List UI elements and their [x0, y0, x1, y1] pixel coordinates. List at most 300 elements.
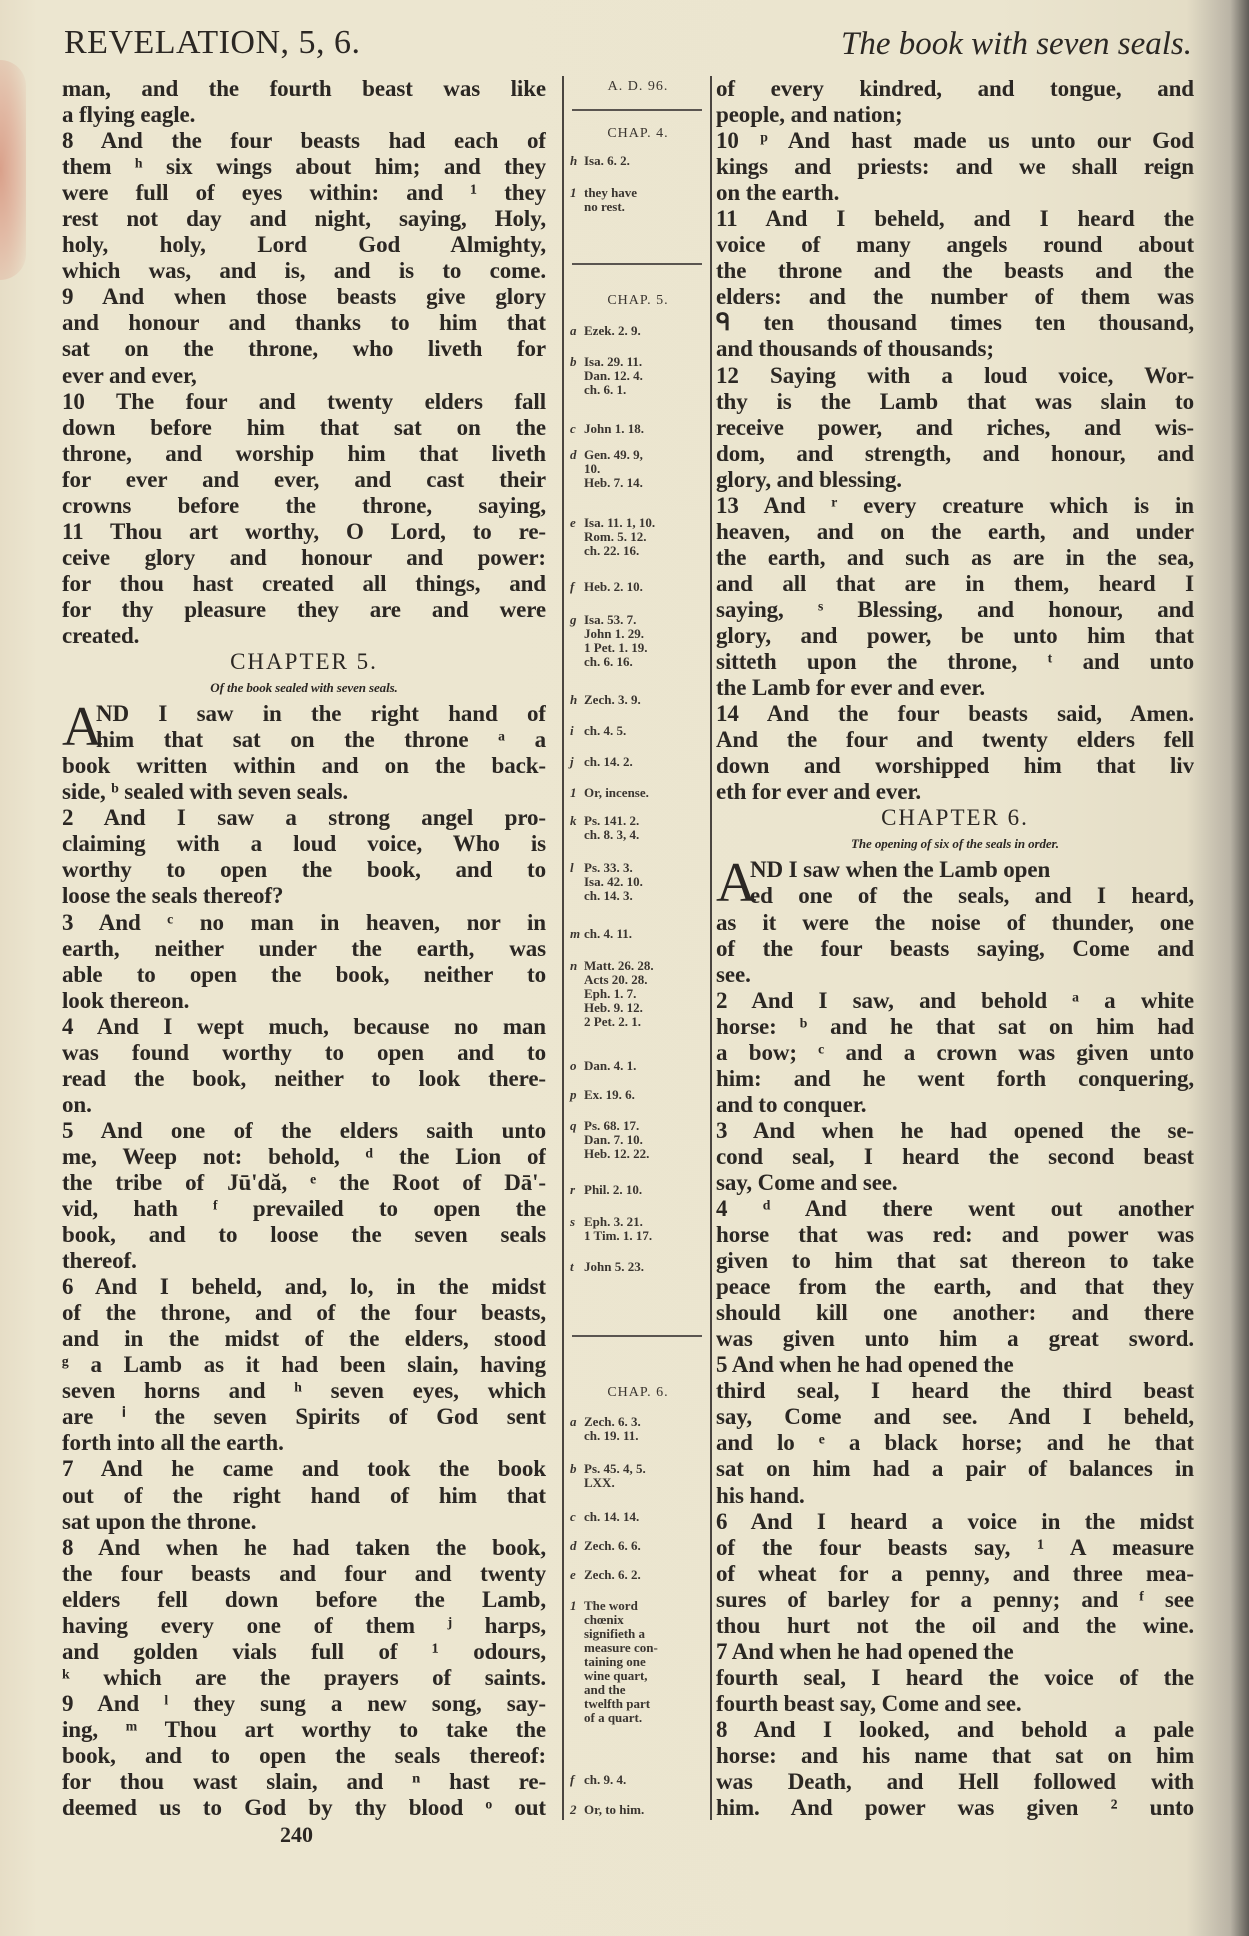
- reference-text: Rom. 5. 12.: [584, 529, 647, 544]
- text-line: [62, 1587, 546, 1613]
- reference-text: Ezek. 2. 9.: [584, 323, 641, 338]
- line-text: say, Come and see. And I beheld,: [716, 1404, 1194, 1430]
- text-line: [62, 1144, 546, 1170]
- reference-mark: b: [570, 1461, 577, 1476]
- text-line: [62, 1743, 546, 1769]
- reference-text: Heb. 9. 12.: [584, 1000, 643, 1015]
- line-text: sitteth upon the throne, ᵗ and unto: [716, 649, 1194, 675]
- line-text: look thereon.: [62, 987, 190, 1013]
- text-line: [716, 493, 1194, 519]
- line-text: deemed us to God by thy blood ᵒ out: [62, 1795, 546, 1821]
- reference-text: Ex. 19. 6.: [584, 1087, 635, 1102]
- reference-mark: a: [570, 1414, 577, 1429]
- reference-text: Isa. 29. 11.: [584, 354, 643, 369]
- cross-reference: [570, 1599, 706, 1725]
- reference-text: no rest.: [584, 199, 625, 214]
- margin-rule: [572, 263, 702, 265]
- line-text: ND I saw when the Lamb open: [750, 857, 1051, 883]
- text-line: [716, 1326, 1194, 1352]
- line-text: And the four and twenty elders fell: [716, 727, 1194, 753]
- reference-text: Isa. 42. 10.: [584, 874, 643, 889]
- cross-reference: [570, 755, 706, 769]
- text-line: [716, 1144, 1194, 1170]
- text-line: [716, 936, 1194, 962]
- text-line: [62, 1066, 546, 1092]
- line-text: for thou wast slain, and ⁿ hast re-: [62, 1769, 546, 1795]
- text-line: [62, 1456, 546, 1482]
- text-line: [716, 1587, 1194, 1613]
- line-text: ᵏ which are the prayers of saints.: [62, 1664, 546, 1690]
- line-text: vid, hath ᶠ prevailed to open the: [62, 1196, 546, 1222]
- line-text: 7 And when he had opened the: [716, 1638, 1014, 1664]
- reference-text: Ps. 45. 4, 5.: [584, 1461, 646, 1476]
- cross-reference: [570, 1773, 706, 1787]
- line-text: able to open the book, neither to: [62, 961, 546, 987]
- line-text: people, and nation;: [716, 102, 903, 128]
- line-text: Of the book sealed with seven seals.: [210, 680, 398, 696]
- text-line: [716, 180, 1194, 206]
- reference-text: 1 Tim. 1. 17.: [584, 1228, 653, 1243]
- reference-mark: a: [570, 323, 577, 338]
- line-text: thy is the Lamb that was slain to: [716, 388, 1194, 414]
- text-line: [62, 623, 546, 649]
- text-line: [716, 389, 1194, 415]
- line-text: a bow; ᶜ and a crown was given unto: [716, 1039, 1194, 1065]
- margin-rule: [572, 109, 702, 111]
- line-text: see.: [716, 961, 751, 987]
- line-text: him. And power was given ² unto: [716, 1795, 1194, 1821]
- cross-reference: [570, 1462, 706, 1490]
- reference-text: Dan. 12. 4.: [584, 368, 643, 383]
- text-line: [716, 1248, 1194, 1274]
- cross-reference: [570, 959, 706, 1029]
- line-text: cond seal, I heard the second beast: [716, 1143, 1194, 1169]
- line-text: receive power, and riches, and wis-: [716, 414, 1194, 440]
- text-line: [716, 1509, 1194, 1535]
- reference-text: ch. 19. 11.: [584, 1428, 639, 1443]
- text-line: [62, 389, 546, 415]
- reference-text: Zech. 6. 2.: [584, 1567, 641, 1582]
- line-text: book, and to open the seals thereof:: [62, 1743, 546, 1768]
- text-line: [716, 1222, 1194, 1248]
- line-text: the Lamb for ever and ever.: [716, 675, 986, 701]
- line-text: CHAPTER 6.: [881, 805, 1029, 831]
- text-line: [716, 571, 1194, 597]
- text-line: [716, 857, 1194, 883]
- text-line: [716, 779, 1194, 805]
- line-text: and all that are in them, heard I: [716, 570, 1194, 596]
- reference-mark: 2: [570, 1802, 577, 1817]
- reference-mark: r: [570, 1182, 576, 1197]
- line-text: 9 And ˡ they sung a new song, say-: [62, 1690, 546, 1716]
- reference-text: ch. 4. 11.: [584, 926, 633, 941]
- text-line: [62, 1352, 546, 1378]
- reference-text: Heb. 12. 22.: [584, 1146, 650, 1161]
- line-text: 8 And the four beasts had each of: [62, 128, 546, 154]
- line-text: the tribe of Jū'dă, ᵉ the Root of Dā'-: [62, 1169, 546, 1195]
- reference-text: Zech. 3. 9.: [584, 692, 641, 707]
- reference-text: ch. 4. 5.: [584, 723, 627, 738]
- text-line: [716, 284, 1194, 310]
- cross-reference: [570, 1260, 706, 1274]
- line-text: 11 And I beheld, and I heard the: [716, 206, 1194, 232]
- text-line: [62, 128, 546, 154]
- reference-text: Ps. 68. 17.: [584, 1118, 640, 1133]
- line-text: ND I saw in the right hand of: [96, 701, 546, 727]
- cross-reference: [570, 1183, 706, 1197]
- line-text: book written within and on the back-: [62, 753, 546, 779]
- page-number: 240: [280, 1822, 313, 1847]
- line-text: created.: [62, 622, 140, 648]
- line-text: horse: ᵇ and he that sat on him had: [716, 1013, 1194, 1039]
- line-text: eth for ever and ever.: [716, 779, 921, 805]
- reference-text: Isa. 11. 1, 10.: [584, 515, 656, 530]
- line-text: and in the midst of the elders, stood: [62, 1326, 546, 1352]
- line-text: rest not day and night, saying, Holy,: [62, 206, 546, 232]
- line-text: 8 And I looked, and behold a pale: [716, 1716, 1194, 1742]
- text-line: [716, 1717, 1194, 1743]
- reference-mark: o: [570, 1058, 577, 1073]
- text-line: [716, 128, 1194, 154]
- text-line: [62, 1665, 546, 1691]
- line-text: are ⁱ the seven Spirits of God sent: [62, 1404, 546, 1430]
- line-text: holy, holy, Lord God Almighty,: [62, 232, 546, 258]
- text-line: [716, 1352, 1194, 1378]
- text-line: [62, 1430, 546, 1456]
- line-text: were full of eyes within: and ¹ they: [62, 180, 546, 206]
- reference-text: of a quart.: [584, 1710, 643, 1725]
- cross-reference: [570, 786, 706, 800]
- text-line: [716, 76, 1194, 102]
- text-line: [62, 1769, 546, 1795]
- line-text: and lo ᵉ a black horse; and he that: [716, 1430, 1194, 1456]
- text-line: [62, 1040, 546, 1066]
- text-line: [62, 1795, 546, 1821]
- reference-mark: p: [570, 1087, 577, 1102]
- line-text: throne, and worship him that liveth: [62, 440, 546, 466]
- reference-text: 1 Pet. 1. 19.: [584, 640, 648, 655]
- margin-heading: [570, 1386, 706, 1400]
- reference-mark: c: [570, 421, 576, 436]
- line-text: horse that was red: and power was: [716, 1222, 1194, 1248]
- line-text: thereof.: [62, 1248, 137, 1274]
- text-line: [716, 701, 1194, 727]
- line-text: forth into all the earth.: [62, 1430, 284, 1456]
- line-text: elders fell down before the Lamb,: [62, 1586, 546, 1612]
- line-text: peace from the earth, and that they: [716, 1274, 1194, 1300]
- line-text: and honour and thanks to him that: [62, 310, 546, 336]
- line-text: them ʰ six wings about him; and they: [62, 154, 546, 180]
- text-line: [716, 753, 1194, 779]
- cross-reference: [570, 1415, 706, 1443]
- reference-text: wine quart,: [584, 1668, 648, 1683]
- line-text: fourth seal, I heard the voice of the: [716, 1664, 1194, 1690]
- text-line: [716, 154, 1194, 180]
- line-text: of the four beasts say, ¹ A measure: [716, 1534, 1194, 1560]
- text-line: [716, 258, 1194, 284]
- line-text: dom, and strength, and honour, and: [716, 440, 1194, 466]
- text-line: [716, 675, 1194, 701]
- line-text: book, and to loose the seven seals: [62, 1222, 546, 1248]
- cross-reference: [570, 355, 706, 397]
- reference-text: measure con-: [584, 1640, 658, 1655]
- line-text: 6 And I beheld, and, lo, in the midst: [62, 1274, 546, 1300]
- cross-reference: [570, 1510, 706, 1524]
- text-line: [62, 467, 546, 493]
- text-line: [716, 206, 1194, 232]
- reference-mark: h: [570, 692, 578, 707]
- line-text: and golden vials full of ¹ odours,: [62, 1638, 546, 1664]
- text-line: [716, 910, 1194, 936]
- right-text-column: [716, 76, 1194, 1821]
- line-text: sat on him had a pair of balances in: [716, 1456, 1194, 1482]
- margin-heading: [570, 294, 706, 308]
- text-line: [62, 154, 546, 180]
- text-line: [716, 310, 1194, 336]
- text-line: [62, 701, 546, 727]
- text-line: [716, 1665, 1194, 1691]
- chapter-summary: [62, 675, 546, 701]
- text-line: [62, 910, 546, 936]
- line-text: of the throne, and of the four beasts,: [62, 1300, 546, 1326]
- text-line: [62, 805, 546, 831]
- line-text: was given unto him a great sword.: [716, 1326, 1194, 1352]
- text-line: [716, 1613, 1194, 1639]
- line-text: him: and he went forth conquering,: [716, 1065, 1194, 1091]
- reference-mark: m: [570, 926, 581, 941]
- line-text: 7 And he came and took the book: [62, 1456, 546, 1482]
- line-text: CHAPTER 5.: [230, 649, 378, 675]
- line-text: ᑫ ten thousand times ten thousand,: [716, 310, 1194, 336]
- chapter-heading: [716, 805, 1194, 831]
- text-line: [716, 1561, 1194, 1587]
- line-text: for ever and ever, and cast their: [62, 466, 546, 492]
- cross-reference: [570, 1803, 706, 1817]
- reference-text: ch. 22. 16.: [584, 543, 640, 558]
- text-line: [62, 857, 546, 883]
- text-line: [62, 441, 546, 467]
- drop-cap: A: [716, 852, 757, 915]
- running-head-book: REVELATION, 5, 6.: [64, 24, 361, 61]
- margin-rule: [572, 1335, 702, 1337]
- reference-mark: t: [570, 1259, 574, 1274]
- text-line: [62, 988, 546, 1014]
- line-text: of wheat for a penny, and three mea-: [716, 1560, 1194, 1586]
- reference-text: Eph. 1. 7.: [584, 986, 637, 1001]
- line-text: down and worshipped him that liv: [716, 753, 1194, 779]
- line-text: horse: and his name that sat on him: [716, 1743, 1194, 1768]
- line-text: heaven, and on the earth, and under: [716, 518, 1194, 544]
- text-line: [62, 102, 546, 128]
- reference-mark: c: [570, 1509, 576, 1524]
- cross-reference: [570, 580, 706, 594]
- line-text: of the four beasts saying, Come and: [716, 935, 1194, 961]
- text-line: [62, 1404, 546, 1430]
- text-line: [62, 232, 546, 258]
- text-line: [62, 727, 546, 753]
- reference-mark: e: [570, 515, 576, 530]
- text-line: [716, 102, 1194, 128]
- cross-reference: [570, 861, 706, 903]
- text-line: [62, 1248, 546, 1274]
- text-line: [62, 1483, 546, 1509]
- text-line: [716, 1378, 1194, 1404]
- reference-text: LXX.: [584, 1475, 615, 1490]
- text-line: [716, 1769, 1194, 1795]
- line-text: his hand.: [716, 1482, 805, 1508]
- reference-text: Matt. 26. 28.: [584, 958, 654, 973]
- text-line: [62, 1274, 546, 1300]
- line-text: 6 And I heard a voice in the midst: [716, 1508, 1194, 1534]
- cross-reference: [570, 324, 706, 338]
- line-text: ed one of the seals, and I heard,: [750, 883, 1194, 909]
- cross-reference: [570, 1088, 706, 1102]
- reference-mark: g: [570, 612, 577, 627]
- cross-reference: [570, 516, 706, 558]
- reference-text: Isa. 53. 7.: [584, 612, 637, 627]
- reference-mark: f: [570, 579, 575, 594]
- text-line: [716, 1535, 1194, 1561]
- reference-mark: d: [570, 447, 577, 462]
- cross-reference: [570, 1539, 706, 1553]
- reference-text: chœnix: [584, 1612, 624, 1627]
- line-text: as it were the noise of thunder, one: [716, 909, 1194, 935]
- text-line: [62, 597, 546, 623]
- text-line: [716, 1795, 1194, 1821]
- cross-reference: [570, 613, 706, 669]
- page-stain: [0, 60, 26, 280]
- line-text: him that sat on the throne ᵃ a: [96, 727, 546, 753]
- reference-mark: h: [570, 153, 578, 168]
- reference-text: Or, incense.: [584, 785, 649, 800]
- text-line: [716, 1430, 1194, 1456]
- reference-text: CHAP. 5.: [607, 293, 669, 308]
- line-text: say, Come and see.: [716, 1169, 898, 1195]
- reference-text: Isa. 6. 2.: [584, 153, 630, 168]
- reference-text: ch. 14. 14.: [584, 1509, 640, 1524]
- line-text: the earth, and such as are in the sea,: [716, 544, 1194, 570]
- cross-reference: [570, 927, 706, 941]
- text-line: [62, 1639, 546, 1665]
- reference-text: ch. 8. 3, 4.: [584, 827, 640, 842]
- cross-reference: [570, 814, 706, 842]
- line-text: sat on the throne, who liveth for: [62, 336, 546, 362]
- reference-text: signifieth a: [584, 1626, 646, 1641]
- drop-cap: A: [62, 696, 103, 759]
- running-head-topic: The book with seven seals.: [840, 26, 1192, 62]
- reference-text: The word: [584, 1598, 638, 1613]
- line-text: thou hurt not the oil and the wine.: [716, 1612, 1194, 1638]
- cross-reference: [570, 422, 706, 436]
- line-text: read the book, neither to look there-: [62, 1065, 546, 1091]
- line-text: crowns before the throne, saying,: [62, 492, 546, 518]
- reference-mark: 1: [570, 1598, 577, 1613]
- line-text: out of the right hand of him that: [62, 1482, 546, 1508]
- reference-text: taining one: [584, 1654, 646, 1669]
- reference-mark: k: [570, 813, 577, 828]
- reference-text: Acts 20. 28.: [584, 972, 648, 987]
- line-text: 5 And when he had opened the: [716, 1352, 1014, 1378]
- text-line: [62, 519, 546, 545]
- reference-text: Heb. 7. 14.: [584, 475, 643, 490]
- line-text: elders: and the number of them was: [716, 284, 1194, 310]
- reference-text: ch. 14. 3.: [584, 888, 633, 903]
- text-line: [716, 727, 1194, 753]
- text-line: [716, 623, 1194, 649]
- line-text: kings and priests: and we shall reign: [716, 154, 1194, 180]
- text-line: [716, 1639, 1194, 1665]
- cross-reference: [570, 1215, 706, 1243]
- reference-text: CHAP. 4.: [607, 126, 669, 141]
- text-line: [62, 493, 546, 519]
- text-line: [62, 962, 546, 988]
- text-line: [62, 831, 546, 857]
- line-text: 10 ᵖ And hast made us unto our God: [716, 128, 1194, 154]
- reference-text: 2 Pet. 2. 1.: [584, 1014, 642, 1029]
- reference-text: A. D. 96.: [607, 79, 669, 94]
- line-text: man, and the fourth beast was like: [62, 76, 546, 101]
- cross-reference-column: [566, 0, 708, 1936]
- reference-text: Gen. 49. 9,: [584, 447, 643, 462]
- text-line: [716, 1691, 1194, 1717]
- line-text: ceive glory and honour and power:: [62, 544, 546, 570]
- reference-text: Dan. 4. 1.: [584, 1058, 637, 1073]
- text-line: [62, 1717, 546, 1743]
- text-line: [62, 545, 546, 571]
- line-text: 12 Saying with a loud voice, Wor-: [716, 362, 1194, 388]
- line-text: the four beasts and four and twenty: [62, 1560, 546, 1586]
- text-line: [716, 649, 1194, 675]
- column-rule: [710, 76, 712, 1820]
- line-text: which was, and is, and is to come.: [62, 258, 546, 284]
- reference-text: Phil. 2. 10.: [584, 1182, 643, 1197]
- line-text: worthy to open the book, and to: [62, 857, 546, 883]
- reference-text: ch. 14. 2.: [584, 754, 633, 769]
- reference-text: Ps. 141. 2.: [584, 813, 640, 828]
- text-line: [716, 232, 1194, 258]
- line-text: 4 And I wept much, because no man: [62, 1013, 546, 1039]
- text-line: [716, 1092, 1194, 1118]
- margin-heading: [570, 80, 706, 94]
- line-text: loose the seals thereof?: [62, 883, 284, 909]
- line-text: earth, neither under the earth, was: [62, 935, 546, 961]
- cross-reference: [570, 724, 706, 738]
- cross-reference: [570, 186, 706, 214]
- reference-mark: 1: [570, 785, 577, 800]
- text-line: [62, 76, 546, 102]
- line-text: claiming with a loud voice, Who is: [62, 831, 546, 857]
- line-text: was found worthy to open and to: [62, 1039, 546, 1065]
- text-line: [716, 336, 1194, 362]
- text-line: [716, 1014, 1194, 1040]
- text-line: [62, 310, 546, 336]
- reference-text: Dan. 7. 10.: [584, 1132, 643, 1147]
- text-line: [716, 1404, 1194, 1430]
- text-line: [716, 1300, 1194, 1326]
- text-line: [62, 180, 546, 206]
- line-text: was Death, and Hell followed with: [716, 1769, 1194, 1795]
- line-text: 3 And ᶜ no man in heaven, nor in: [62, 909, 546, 935]
- reference-text: ch. 6. 1.: [584, 382, 627, 397]
- text-line: [716, 597, 1194, 623]
- cross-reference: [570, 448, 706, 490]
- left-text-column: [62, 76, 546, 1821]
- text-line: [716, 1743, 1194, 1769]
- line-text: on the earth.: [716, 180, 840, 206]
- chapter-heading: [62, 649, 546, 675]
- reference-mark: l: [570, 860, 574, 875]
- text-line: [62, 936, 546, 962]
